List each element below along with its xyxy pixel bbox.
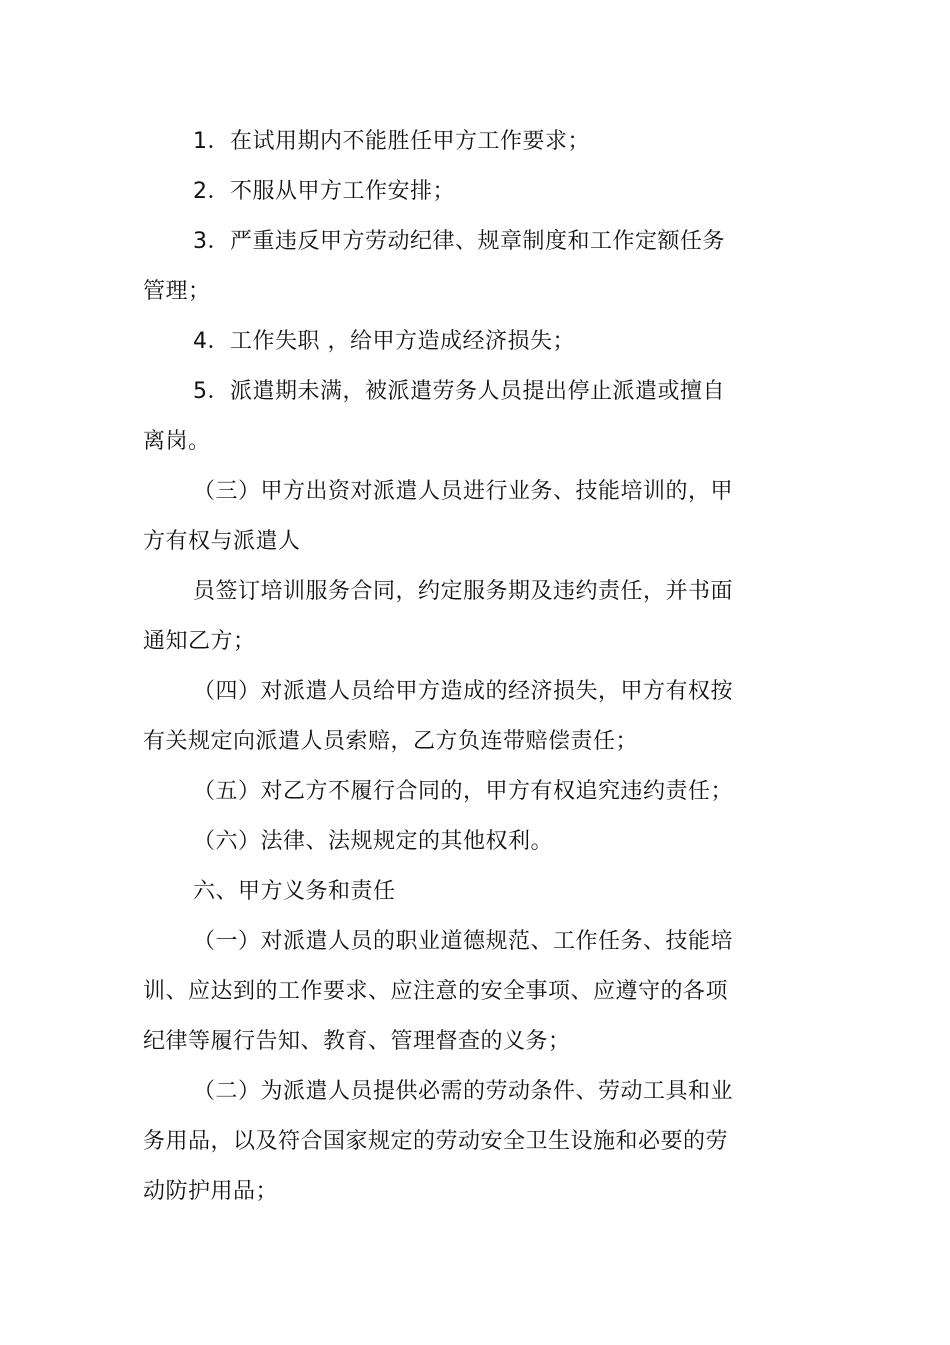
text-line: （一）对派遣人员的职业道德规范、工作任务、技能培 [193,929,734,954]
text-line: 方有权与派遣人 [143,529,301,554]
text-line: 通知乙方； [143,629,256,654]
text-line: 4．工作失职 ，给甲方造成经济损失； [193,329,575,354]
text-line: 5．派遣期未满，被派遣劳务人员提出停止派遣或擅自 [193,379,725,404]
text-line: 3．严重违反甲方劳动纪律、规章制度和工作定额任务 [193,229,725,254]
text-line: （二）为派遣人员提供必需的劳动条件、劳动工具和业 [193,1079,734,1104]
section-heading: 六、甲方义务和责任 [193,879,396,904]
text-line: 离岗。 [143,429,211,454]
text-line: 有关规定向派遣人员索赔，乙方负连带赔偿责任； [143,729,639,754]
text-line: 员签订培训服务合同，约定服务期及违约责任，并书面 [193,579,734,604]
text-line: 1．在试用期内不能胜任甲方工作要求； [193,129,590,154]
text-line: 管理； [143,279,211,304]
text-line: 2．不服从甲方工作安排； [193,179,455,204]
text-line: 动防护用品； [143,1179,279,1204]
text-line: 纪律等履行告知、教育、管理督查的义务； [143,1029,571,1054]
text-line: （三）甲方出资对派遣人员进行业务、技能培训的，甲 [193,479,734,504]
text-line: （六）法律、法规规定的其他权利。 [193,829,554,854]
text-line: 务用品，以及符合国家规定的劳动安全卫生设施和必要的劳 [143,1129,729,1154]
text-line: 训、应达到的工作要求、应注意的安全事项、应遵守的各项 [143,979,729,1004]
text-line: （四）对派遣人员给甲方造成的经济损失，甲方有权按 [193,679,734,704]
text-line: （五）对乙方不履行合同的，甲方有权追究违约责任； [193,779,734,804]
